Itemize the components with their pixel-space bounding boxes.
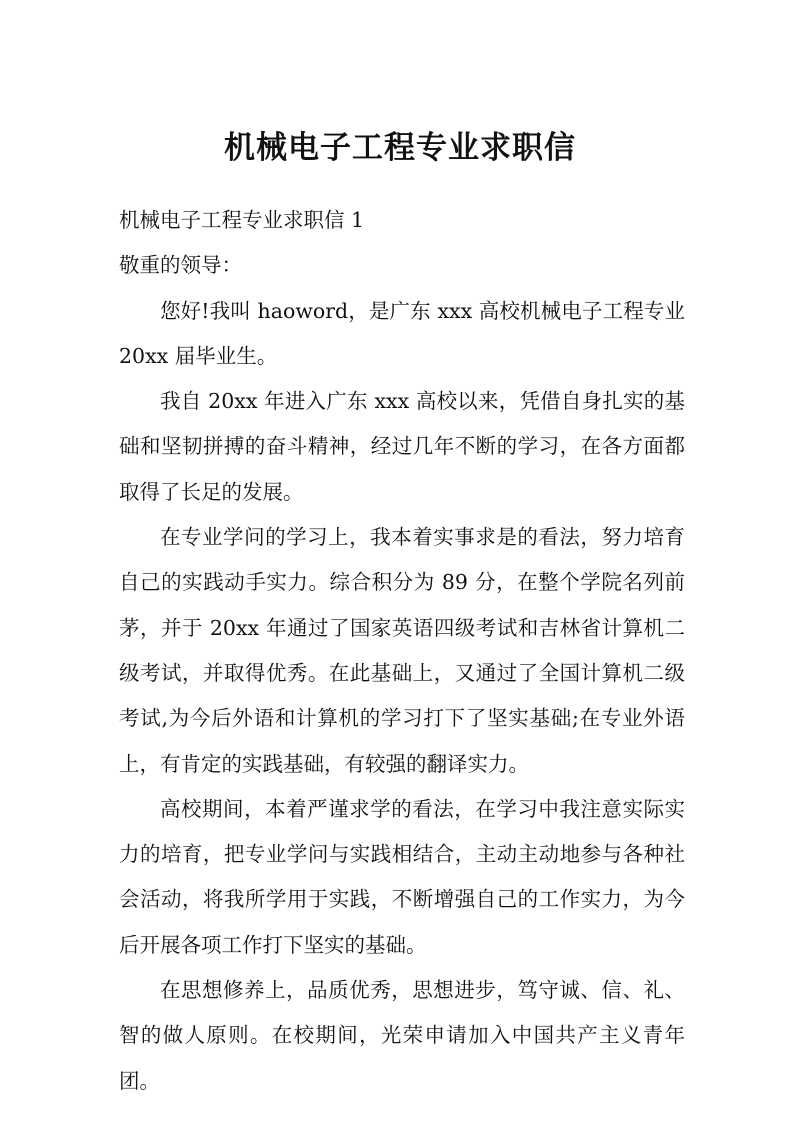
section-heading: 机械电子工程专业求职信 1 <box>119 208 365 232</box>
paragraph-practice: 高校期间，本着严谨求学的看法，在学习中我注意实际实力的培育，把专业学问与实践相结合，主动主动地参与各种社会活动，将我所学用于实践，不断增强自己的工作实力，为今后开展各项工作打下坚实的基础。 <box>119 796 685 957</box>
salutation: 敬重的领导： <box>119 253 242 278</box>
paragraph-background: 我自 20xx 年进入广东 xxx 高校以来，凭借自身扎实的基础和坚韧拼搏的奋斗精神，经过几年不断的学习，在各方面都取得了长足的发展。 <box>119 389 685 504</box>
paragraph-academics: 在专业学问的学习上，我本着实事求是的看法，努力培育自己的实践动手实力。综合积分为 89 分，在整个学院名列前茅，并于 20xx 年通过了国家英语四级考试和吉林省计算机二级考试，并取得优秀。在此基础上，又通过了全国计算机二级考试,为今后外语和计算机的学习打下了坚实基础;在专业外语上，有肯定的实践基础，有较强的翻译实力。 <box>119 525 685 776</box>
paragraph-character: 在思想修养上，品质优秀，思想进步，笃守诚、信、礼、智的做人原则。在校期间，光荣申请加入中国共产主义青年团。 <box>119 978 685 1093</box>
document-title: 机械电子工程专业求职信 <box>224 130 576 166</box>
document-body <box>119 198 685 1104</box>
paragraph-greeting: 您好!我叫 haoword，是广东 xxx 高校机械电子工程专业 20xx 届毕业生。 <box>119 298 685 368</box>
